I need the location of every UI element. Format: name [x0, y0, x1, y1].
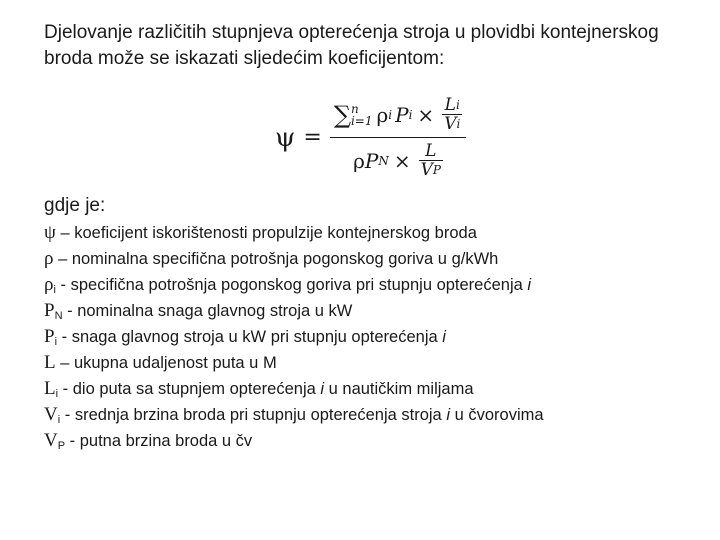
num-l-sub: i	[455, 98, 460, 112]
num-times: ×	[417, 102, 435, 127]
definition-item	[44, 220, 694, 246]
definition-symbol: ψ	[44, 222, 56, 243]
den-v-sub: P	[432, 163, 441, 177]
definition-symbol: ρ	[44, 248, 54, 269]
definition-symbol-subscript: i	[55, 388, 59, 400]
intro-line-2: broda može se iskazati sljedećim koeficijentom:	[44, 48, 445, 69]
definition-italic-variable: i	[446, 406, 450, 424]
definition-text: - srednja brzina broda pri stupnju opterećenja stroja	[60, 406, 447, 424]
num-l: L	[444, 95, 456, 115]
definitions-heading: gdje je:	[44, 195, 106, 216]
den-p: P	[364, 148, 379, 173]
definition-text: - putna brzina broda u čv	[65, 432, 253, 450]
definition-item	[44, 246, 694, 272]
formula-main-fraction	[330, 96, 466, 179]
definition-text-tail: u čvorovima	[450, 406, 544, 424]
definition-item	[44, 272, 694, 298]
den-v: V	[420, 160, 433, 180]
definition-text: - specifična potrošnja pogonskog goriva pri stupnju opterećenja	[55, 276, 528, 294]
num-rho: ρ	[376, 102, 389, 127]
formula-sum	[334, 101, 377, 129]
definition-symbol: L	[44, 378, 56, 399]
definition-rows	[44, 220, 694, 454]
definition-symbol-subscript: i	[53, 284, 56, 296]
definition-text: – nominalna specifična potrošnja pogonskog goriva u g/kWh	[53, 250, 499, 268]
sum-indices	[351, 103, 373, 127]
definition-symbol-subscript: P	[57, 440, 66, 452]
psi-formula	[275, 96, 466, 179]
intro-paragraph	[44, 20, 684, 72]
den-p-sub: N	[378, 153, 389, 168]
definition-symbol: L	[44, 352, 56, 373]
definition-item	[44, 350, 694, 376]
sum-lower: i=1	[350, 113, 373, 128]
formula-denominator	[349, 138, 447, 179]
num-rho-sub: i	[388, 107, 393, 122]
formula-equals: =	[303, 125, 322, 150]
num-v: V	[444, 114, 457, 134]
definition-item	[44, 298, 694, 324]
definition-symbol: P	[44, 300, 55, 321]
sum-symbol: ∑	[333, 100, 351, 129]
definition-symbol: ρ	[44, 274, 54, 295]
definition-item	[44, 428, 694, 454]
definition-italic-variable: i	[320, 380, 325, 398]
num-p: P	[395, 102, 409, 127]
den-l: L	[425, 141, 437, 161]
definition-symbol: V	[44, 430, 58, 451]
num-v-sub: i	[456, 117, 461, 131]
definition-text-tail: u nautičkim miljama	[324, 380, 474, 398]
den-times: ×	[393, 148, 411, 173]
definition-symbol: V	[44, 404, 58, 425]
formula-psi: ψ	[275, 122, 296, 153]
definitions-list	[44, 192, 694, 454]
formula-numerator	[330, 96, 466, 137]
sum-upper: n	[350, 101, 359, 116]
definition-text: - dio puta sa stupnjem opterećenja	[58, 380, 321, 398]
den-rho: ρ	[353, 148, 365, 173]
definition-symbol-subscript: N	[54, 310, 63, 322]
num-p-sub: i	[408, 107, 413, 122]
definition-italic-variable: i	[442, 328, 446, 346]
definition-symbol-subscript: i	[57, 414, 61, 426]
definition-item	[44, 376, 694, 402]
definition-symbol: P	[44, 326, 55, 347]
definition-symbol-subscript: i	[54, 336, 58, 348]
definition-text: – ukupna udaljenost puta u M	[55, 354, 277, 372]
definition-text: - snaga glavnog stroja u kW pri stupnju opterećenja	[57, 328, 443, 346]
definition-italic-variable: i	[527, 276, 532, 294]
definition-item	[44, 402, 694, 428]
definition-text: - nominalna snaga glavnog stroja u kW	[62, 302, 353, 320]
definition-text: – koeficijent iskorištenosti propulzije kontejnerskog broda	[55, 224, 477, 242]
definition-item	[44, 324, 694, 350]
num-l-over-v	[442, 96, 462, 133]
den-l-over-v	[419, 142, 443, 179]
intro-line-1: Djelovanje različitih stupnjeva opterećenja stroja u plovidbi kontejnerskog	[44, 22, 659, 43]
